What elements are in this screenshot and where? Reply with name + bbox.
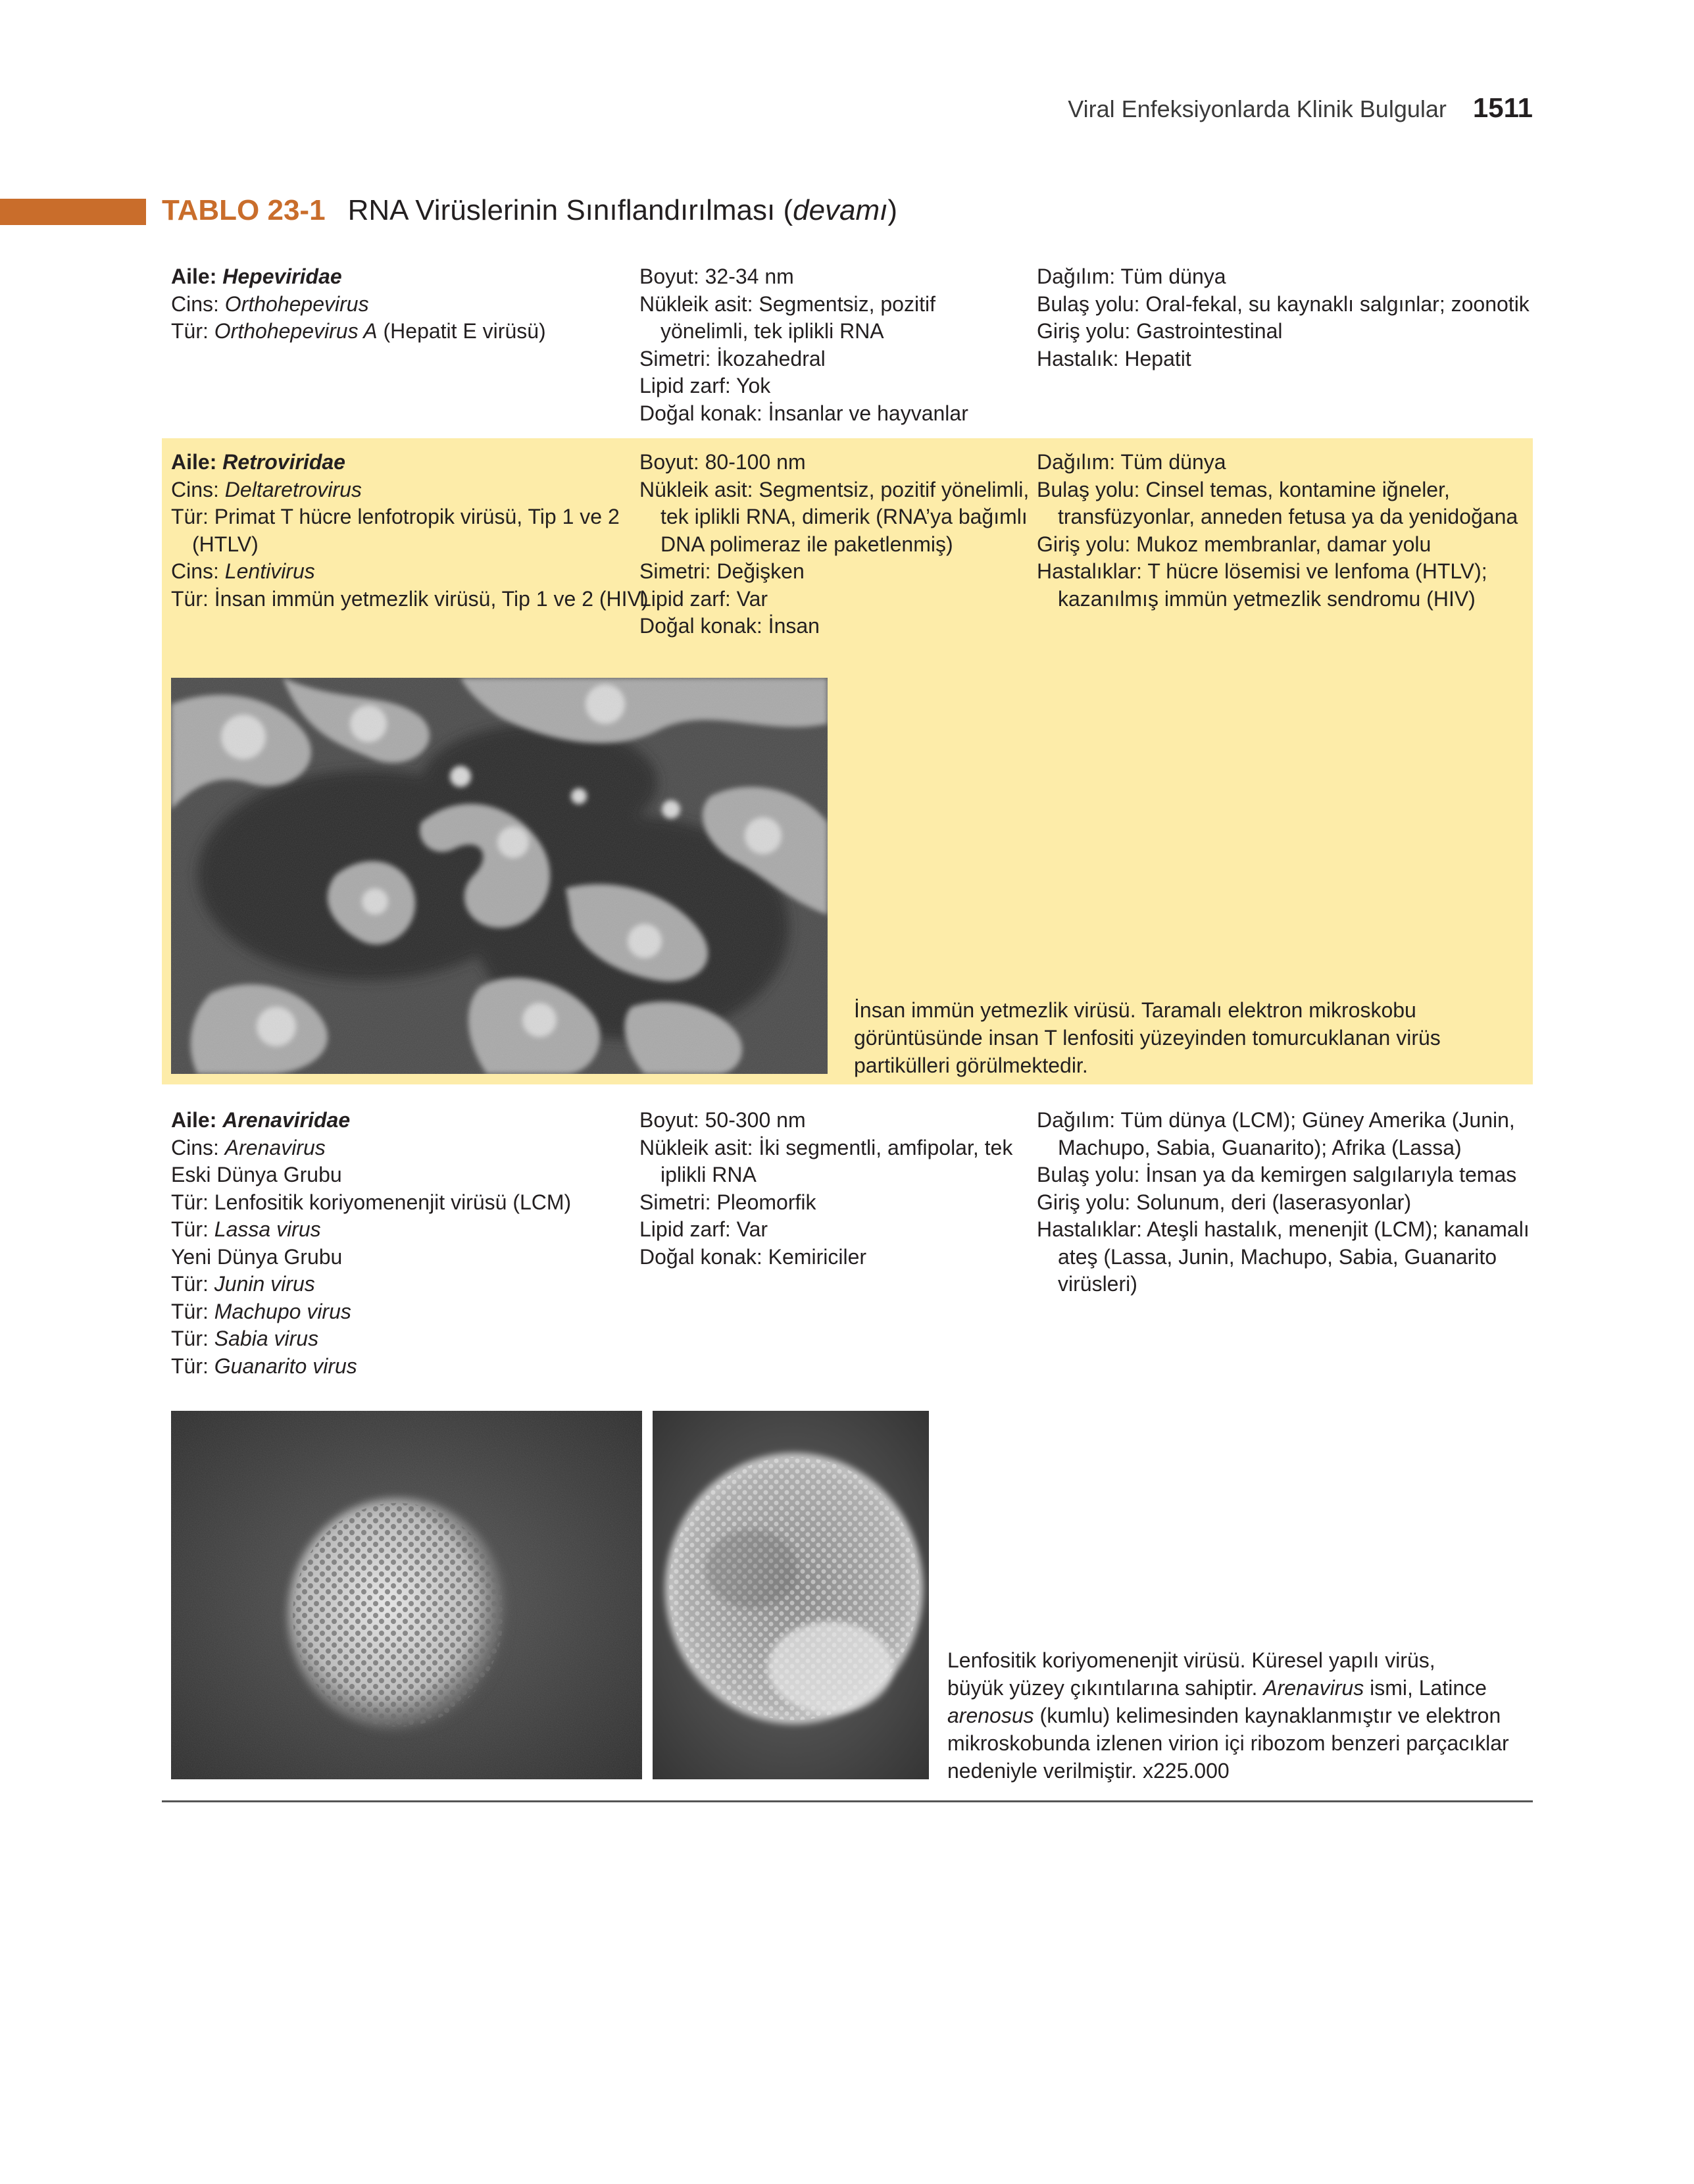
table-title-continued: devamı [793, 194, 888, 226]
caption-text: (kumlu) kelimesinden kaynaklanmıştır ve elektron [1034, 1704, 1501, 1727]
family-name: Retroviridae [222, 450, 345, 474]
species-label: Tür: [171, 1272, 214, 1296]
prop-line: yönelimli, tek iplikli RNA [660, 319, 884, 343]
arenaviridae-epidemiology [1037, 1107, 1530, 1298]
epi-line: ateş (Lassa, Junin, Machupo, Sabia, Guanarito [1058, 1244, 1497, 1269]
caption-line: görüntüsünde insan T lenfositi yüzeyinden tomurcuklanan virüs [854, 1026, 1441, 1050]
species-label: Tür: [171, 1217, 214, 1241]
epi-line: Hastalıklar: Ateşli hastalık, menenjit (LCM); kanamalı [1037, 1217, 1530, 1241]
genus-name: Orthohepevirus [224, 292, 369, 316]
prop-line: Boyut: 50-300 nm [639, 1108, 806, 1132]
table-title-close: ) [887, 194, 898, 226]
species-name: Sabia virus [214, 1327, 319, 1350]
caption-line: Lenfositik koriyomenenjit virüsü. Küresel yapılı virüs, [947, 1648, 1435, 1672]
prop-line: iplikli RNA [660, 1163, 757, 1186]
table-title [162, 194, 897, 227]
prop-line: Doğal konak: Kemiriciler [639, 1244, 867, 1269]
species-name: Machupo virus [214, 1299, 351, 1323]
arenaviridae-taxonomy [171, 1107, 625, 1380]
epi-line: kazanılmış immün yetmezlik sendromu (HIV) [1058, 586, 1476, 611]
prop-line: DNA polimeraz ile paketlenmiş) [660, 532, 953, 556]
species-line: Tür: Lenfositik koriyomenenjit virüsü (LCM) [171, 1190, 572, 1214]
epi-line: virüsleri) [1058, 1272, 1137, 1296]
genus-name: Lentivirus [224, 559, 315, 583]
prop-line: Simetri: Değişken [639, 559, 805, 583]
family-label: Aile: [171, 265, 223, 288]
species-name: Lassa virus [214, 1217, 321, 1241]
prop-line: Doğal konak: İnsan [639, 614, 820, 638]
hepeviridae-epidemiology [1037, 263, 1530, 372]
species-common-name: (Hepatit E virüsü) [377, 319, 546, 343]
epi-line: Bulaş yolu: Oral-fekal, su kaynaklı salgınlar; zoonotik [1037, 292, 1530, 316]
table-title-text: RNA Virüslerinin Sınıflandırılması ( [347, 194, 793, 226]
lcm-micrograph-left [171, 1411, 642, 1779]
species-line: Tür: İnsan immün yetmezlik virüsü, Tip 1 ve 2 (HIV) [171, 586, 649, 611]
running-title: Viral Enfeksiyonlarda Klinik Bulgular [1068, 95, 1447, 122]
species-label: Tür: [171, 319, 214, 343]
family-name: Hepeviridae [222, 265, 342, 288]
prop-line: Boyut: 80-100 nm [639, 450, 806, 474]
species-label: Tür: [171, 1354, 214, 1378]
caption-line: partikülleri görülmektedir. [854, 1054, 1088, 1077]
genus-label: Cins: [171, 477, 225, 501]
prop-line: Nükleik asit: İki segmentli, amfipolar, tek [639, 1135, 1013, 1159]
species-name: Guanarito virus [214, 1354, 357, 1378]
epi-line: Giriş yolu: Gastrointestinal [1037, 319, 1283, 343]
prop-line: Lipid zarf: Var [639, 586, 768, 611]
species-label: Tür: [171, 1327, 214, 1350]
caption-line: İnsan immün yetmezlik virüsü. Taramalı elektron mikroskobu [854, 998, 1416, 1022]
prop-line: Simetri: Pleomorfik [639, 1190, 816, 1214]
row-arenaviridae [162, 1096, 1533, 1799]
page-number: 1511 [1472, 92, 1533, 123]
hiv-micrograph [171, 678, 828, 1074]
prop-line: Lipid zarf: Yok [639, 374, 771, 397]
caption-italic: Arenavirus [1263, 1676, 1364, 1700]
genus-label: Cins: [171, 292, 225, 316]
caption-line: nedeniyle verilmiştir. x225.000 [947, 1759, 1230, 1783]
epi-line: Hastalıklar: T hücre lösemisi ve lenfoma (HTLV); [1037, 559, 1487, 583]
table-bottom-rule [162, 1800, 1533, 1802]
epi-line: Bulaş yolu: Cinsel temas, kontamine iğneler, [1037, 477, 1450, 501]
epi-line: Giriş yolu: Solunum, deri (laserasyonlar) [1037, 1190, 1412, 1214]
genus-label: Cins: [171, 559, 225, 583]
species-name: Orthohepevirus A [214, 319, 378, 343]
epi-line: Dağılım: Tüm dünya (LCM); Güney Amerika (Junin, [1037, 1108, 1515, 1132]
epi-line: Hastalık: Hepatit [1037, 346, 1191, 370]
epi-line: transfüzyonlar, anneden fetusa ya da yenidoğana [1058, 505, 1518, 528]
prop-line: Nükleik asit: Segmentsiz, pozitif [639, 292, 935, 316]
title-accent-bar [0, 199, 146, 225]
species-name: Junin virus [214, 1272, 315, 1296]
hiv-caption [854, 996, 1525, 1079]
species-line: Tür: Primat T hücre lenfotropik virüsü, Tip 1 ve 2 [171, 505, 620, 528]
epi-line: Bulaş yolu: İnsan ya da kemirgen salgılarıyla temas [1037, 1163, 1517, 1186]
caption-text: büyük yüzey çıkıntılarına sahiptir. [947, 1676, 1264, 1700]
family-name: Arenaviridae [222, 1108, 351, 1132]
prop-line: Lipid zarf: Var [639, 1217, 768, 1241]
genus-label: Cins: [171, 1135, 225, 1159]
row-retroviridae [162, 438, 1533, 1084]
epi-line: Dağılım: Tüm dünya [1037, 265, 1226, 288]
row-hepeviridae [162, 263, 1533, 433]
group-label: Yeni Dünya Grubu [171, 1244, 343, 1269]
epi-line: Dağılım: Tüm dünya [1037, 450, 1226, 474]
species-line: (HTLV) [192, 532, 259, 556]
prop-line: Doğal konak: İnsanlar ve hayvanlar [639, 401, 968, 425]
epi-line: Giriş yolu: Mukoz membranlar, damar yolu [1037, 532, 1432, 556]
hepeviridae-properties [639, 263, 1028, 427]
family-label: Aile: [171, 1108, 223, 1132]
caption-text: ismi, Latince [1364, 1676, 1487, 1700]
lcm-micrograph-right [653, 1411, 929, 1779]
prop-line: Nükleik asit: Segmentsiz, pozitif yönelimli, [639, 477, 1030, 501]
table-tag: TABLO 23-1 [162, 194, 326, 226]
retroviridae-epidemiology [1037, 449, 1530, 613]
group-label: Eski Dünya Grubu [171, 1163, 342, 1186]
arenaviridae-properties [639, 1107, 1028, 1271]
retroviridae-properties [639, 449, 1028, 640]
retroviridae-taxonomy [171, 449, 649, 613]
prop-line: Simetri: İkozahedral [639, 346, 826, 370]
genus-name: Arenavirus [224, 1135, 326, 1159]
prop-line: Boyut: 32-34 nm [639, 265, 794, 288]
family-label: Aile: [171, 450, 223, 474]
epi-line: Machupo, Sabia, Guanarito); Afrika (Lassa) [1058, 1135, 1462, 1159]
caption-line: mikroskobunda izlenen virion içi ribozom benzeri parçacıklar [947, 1731, 1509, 1755]
running-head [921, 92, 1533, 124]
caption-italic: arenosus [947, 1704, 1034, 1727]
genus-name: Deltaretrovirus [224, 477, 362, 501]
species-label: Tür: [171, 1299, 214, 1323]
prop-line: tek iplikli RNA, dimerik (RNA’ya bağımlı [660, 505, 1028, 528]
hepeviridae-taxonomy [171, 263, 625, 345]
lcm-caption [947, 1646, 1533, 1785]
